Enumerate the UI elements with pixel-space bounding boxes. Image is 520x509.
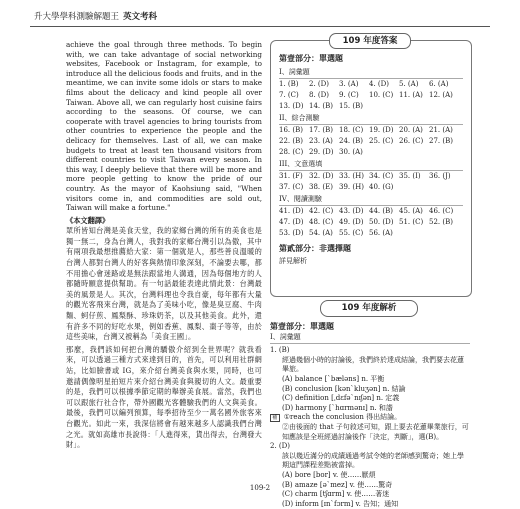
answer-cell: 4. (D) <box>369 80 389 88</box>
answer-cell: 27. (B) <box>429 137 453 145</box>
answer-key-box <box>270 36 472 297</box>
answer-cell: 3. (A) <box>339 80 359 88</box>
q1-header <box>270 346 470 356</box>
analysis-part-title: 第壹部分：單選題 <box>270 321 334 331</box>
q1-option: (D) harmony [ˋhɑrmənɪ] n. 和諧 <box>282 403 393 412</box>
answer-cell: 43. (D) <box>339 207 364 215</box>
passage-column <box>66 40 262 453</box>
answer-cell: 51. (C) <box>399 218 424 226</box>
chinese-paragraph-1: 眾所皆知台灣是美食天堂，我的家鄉台灣的所有的美食也是獨一無二，身為台灣人，我對我的家鄉台灣引以為傲，其中有兩項我最想推薦給大家：第一個就是人，那些善良溫暖的台灣人都對台灣人的好客與熱情印象深刻，不論要去哪，都不用擔心會迷路或是無法跟當地人溝通，因為每個地方的人都隨時願意提供幫助。有一句話最能表達此情此景：台灣最美的風景是人。其次，台灣料理也令我自豪，每年都有大量的觀光客飛來台灣，就是為了美味小吃，像是臭豆腐、牛肉麵、蚵仔煎、鳳梨酥、珍珠奶茶，以及其他美食。此外，還有許多不同的好吃水果，例如香蕉、鳳梨、棗子等等，由於這些美味，台灣又被稱為「美食王國」。 <box>66 226 262 342</box>
answer-cell: 41. (D) <box>279 207 304 215</box>
supplement-tag: 補 <box>272 415 278 422</box>
answer-cell: 17. (B) <box>309 126 333 134</box>
q1-option: (B) conclusion [kənˋkluʒən] n. 結論 <box>282 384 406 393</box>
answer-cell: 39. (H) <box>339 183 364 191</box>
q1-option: (A) balance [ˋbæləns] n. 平衡 <box>282 374 385 383</box>
answer-cell: 15. (B) <box>339 102 363 110</box>
q1-note-2: ②由後面的 that 子句敘述可知，跟上要去花蓮畢業旅行，可知應該是全班經過討論後作「決定，判斷」，選(B)。 <box>282 422 469 441</box>
answer-cell: 38. (E) <box>309 183 333 191</box>
answer-cell: 14. (B) <box>309 102 333 110</box>
answer-cell: 31. (F) <box>279 172 303 180</box>
answer-cell: 21. (A) <box>429 126 453 134</box>
answer-cell: 8. (D) <box>309 91 329 99</box>
chinese-paragraph-2: 那麼，我們該如何把台灣的驕傲介紹到全世界呢？就我看來，可以透過三種方式來達到目的，首先，可以利用社群網站，比如臉書或 IG，來介紹台灣美食與水果，同時，也可邀請偶像明星拍短片來介紹台灣美食與親切的人文。最重要的是，我們可以根據季節定期的舉辦美食展。當然，我們也可以跟旅行社合作，帶外國觀光客體驗我們的人文與美食。最後，我們可以編列預算，每季招待至少一萬名國外旅客來台觀光。如此一來，我深信將會有越來越多人認識我們台灣之光。就如高雄市長說得：「人進得來，貨出得去，台灣發大財」。 <box>66 344 262 450</box>
answer-cell: 46. (C) <box>429 207 454 215</box>
answer-grid-fill <box>279 172 471 191</box>
answer-cell: 28. (C) <box>279 148 304 156</box>
section-cloze-title: II、綜合測驗 <box>279 114 320 122</box>
answer-cell: 5. (A) <box>399 80 419 88</box>
answer-cell: 11. (A) <box>399 91 423 99</box>
answer-cell: 47. (D) <box>279 218 304 226</box>
q2-text: 該以幾近滿分的成績通過考試令她的老師感到驚奇；她上學期這門課程差點被當掉。 <box>282 451 464 470</box>
answer-cell: 55. (C) <box>339 229 364 237</box>
answer-cell: 49. (D) <box>339 218 364 226</box>
answer-cell: 7. (C) <box>279 91 299 99</box>
q1-text: 經過幾個小時的討論後，我們終於達成結論，我們要去花蓮畢旅。 <box>282 355 464 374</box>
q2-option: (B) amaze [əˋmez] v. 使……驚奇 <box>282 480 393 489</box>
q2-option: (D) inform [ɪnˋfɔrm] v. 告知；通知 <box>282 499 399 508</box>
answer-cell: 18. (C) <box>339 126 364 134</box>
answer-cell: 26. (C) <box>399 137 424 145</box>
answer-cell: 42. (C) <box>309 207 334 215</box>
answer-cell: 32. (D) <box>309 172 334 180</box>
answer-cell: 12. (A) <box>429 91 453 99</box>
section-rule <box>279 205 463 206</box>
q2-header <box>270 442 470 452</box>
q1-answer: (B) <box>278 346 290 355</box>
answer-cell: 20. (A) <box>399 126 423 134</box>
q1-note-text: ①reach the conclusion 得出結論。 <box>283 413 402 422</box>
answer-cell: 24. (B) <box>339 137 363 145</box>
answer-cell: 37. (C) <box>279 183 304 191</box>
answer-cell: 35. (I) <box>399 172 421 180</box>
answer-cell: 53. (D) <box>279 229 304 237</box>
answer-cell: 45. (A) <box>399 207 423 215</box>
analysis-title: 109 年度解析 <box>320 300 418 317</box>
answer-cell: 44. (B) <box>369 207 393 215</box>
q2-number: 2. <box>270 442 277 451</box>
answer-cell: 9. (C) <box>339 91 359 99</box>
answer-cell: 13. (D) <box>279 102 304 110</box>
answer-cell: 22. (B) <box>279 137 303 145</box>
part2-title: 第貳部分：非選擇題 <box>279 243 351 253</box>
answer-cell: 1. (B) <box>279 80 299 88</box>
answer-cell: 6. (A) <box>429 80 449 88</box>
answer-key-title: 109 年度答案 <box>329 33 411 49</box>
answer-cell: 29. (D) <box>309 148 334 156</box>
q1-note-1 <box>270 413 470 423</box>
q1-number: 1. <box>270 346 277 355</box>
section-rule <box>279 124 463 125</box>
answer-cell: 25. (C) <box>369 137 394 145</box>
book-title: 升大學學科測驗解題王 <box>34 12 120 22</box>
section-reading-title: IV、閱讀測驗 <box>279 195 322 203</box>
answer-cell: 54. (A) <box>309 229 333 237</box>
answer-cell: 30. (A) <box>339 148 363 156</box>
answer-cell: 16. (B) <box>279 126 303 134</box>
translation-title: 《本文翻譯》 <box>66 215 110 225</box>
header-rule <box>30 26 490 27</box>
subject-title: 英文考科 <box>123 12 158 22</box>
answer-grid-vocab <box>279 80 471 110</box>
q2-answer: (D) <box>278 442 290 451</box>
answer-cell: 34. (C) <box>369 172 394 180</box>
answer-cell: 40. (G) <box>369 183 394 191</box>
answer-grid-cloze <box>279 126 471 156</box>
answer-cell: 19. (D) <box>369 126 394 134</box>
q2-option: (A) bore [bor] v. 使……厭煩 <box>282 470 376 479</box>
q1-option: (C) definition [ˌdɛfəˋnɪʃən] n. 定義 <box>282 394 400 403</box>
answer-cell: 23. (A) <box>309 137 333 145</box>
analysis-section-title: I、詞彙題 <box>270 332 301 341</box>
section-rule <box>279 78 463 79</box>
page-number: 109-2 <box>249 484 271 492</box>
answer-cell: 33. (H) <box>339 172 364 180</box>
section-vocab-title: I、詞彙題 <box>279 68 310 76</box>
answer-cell: 50. (D) <box>369 218 394 226</box>
answer-cell: 48. (C) <box>309 218 334 226</box>
english-paragraph: achieve the goal through three methods. To begin with, we can take advantage of social networking websites, Facebook or Instagram, for example, to introduce all the delicious foods and fruits, and in the meantime, we can invite some idols or stars to make films about the delicacy and kind people all over Taiwan. Above all, we can regularly host cuisine fairs according to the seasons. Of course, we can cooperate with travel agencies to bring tourists from other countries to experience the people and the delicacy for themselves. Last of all, we can make budgets to treat at least ten thousand visitors from different countries to visit Taiwan every season. In this way, I deeply believe that there will be more and more people getting to know the pride of our country. As the mayor of Kaohsiung said, "When visitors come in, and commodities are sold out, Taiwan will make a fortune." <box>66 40 262 213</box>
running-header <box>34 10 157 22</box>
part1-title: 第壹部分：單選題 <box>279 53 343 63</box>
analysis-section <box>270 322 470 509</box>
section-fill-title: III、文意選填 <box>279 160 323 168</box>
analysis-rule <box>270 343 470 344</box>
answer-cell: 36. (J) <box>429 172 451 180</box>
q2-option: (C) charm [tʃɑrm] v. 使……著迷 <box>282 490 390 499</box>
answer-grid-reading <box>279 207 471 237</box>
answer-cell: 52. (B) <box>429 218 453 226</box>
part2-note: 詳見解析 <box>279 257 307 265</box>
answer-cell: 10. (C) <box>369 91 394 99</box>
answer-cell: 56. (A) <box>369 229 393 237</box>
section-rule <box>279 170 463 171</box>
answer-cell: 2. (D) <box>309 80 329 88</box>
